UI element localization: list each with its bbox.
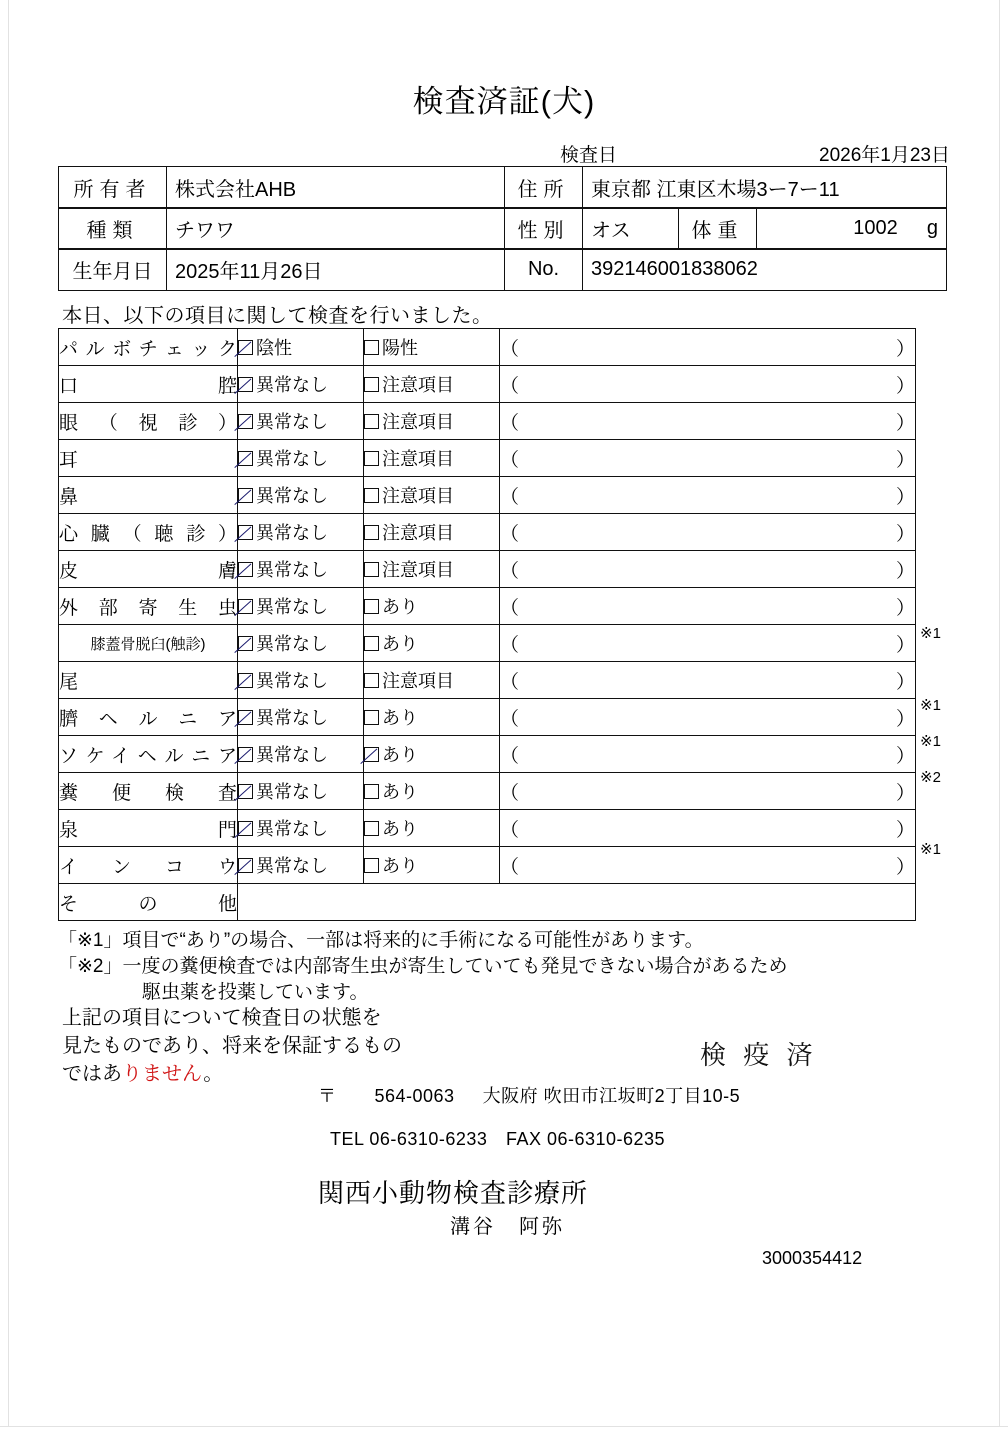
checklist-remark: ※2 (920, 769, 941, 786)
checklist-note-field[interactable] (500, 514, 916, 551)
checkbox-icon[interactable] (364, 710, 379, 725)
checklist-item-label: 臍ヘルニア (59, 699, 238, 736)
checkbox-icon[interactable] (238, 673, 253, 688)
open-paren: （ (500, 412, 520, 434)
close-paren: ） (895, 412, 915, 434)
checklist-item-label: ソケイヘルニア (59, 736, 238, 773)
checklist-option-1-label: 異常なし (256, 560, 328, 580)
footnote-2: 「※2」一度の糞便検査では内部寄生虫が寄生していても発見できない場合があるため (58, 956, 788, 977)
scan-edge-left (0, 0, 9, 1433)
checklist-option-2-label: あり (382, 745, 418, 765)
exam-date-row (560, 140, 950, 167)
checklist-item-label: 眼（視診） (59, 403, 238, 440)
checklist-option-1-label: 異常なし (256, 819, 328, 839)
checklist-option-2[interactable] (364, 810, 500, 847)
checkbox-icon[interactable] (238, 488, 253, 503)
weight-cell (757, 208, 947, 250)
checklist-option-2[interactable] (364, 699, 500, 736)
footnotes (58, 928, 958, 1006)
checkbox-icon[interactable] (238, 784, 253, 799)
open-paren: （ (500, 782, 520, 804)
checklist-option-2-label: 注意項目 (382, 449, 454, 469)
clinic-name: 関西小動物検査診療所 (318, 1178, 589, 1208)
open-paren: （ (500, 597, 520, 619)
weight-unit: g (926, 217, 938, 239)
checklist-option-1[interactable] (238, 477, 364, 514)
checklist-remark: ※1 (920, 733, 941, 750)
checkbox-icon[interactable] (364, 821, 379, 836)
intro-text: 本日、以下の項目に関して検査を行いました。 (62, 305, 493, 327)
checklist-option-1[interactable] (238, 403, 364, 440)
checklist-option-1[interactable] (238, 662, 364, 699)
checklist-option-2-label: あり (382, 856, 418, 876)
checklist-item-label: 尾 (59, 662, 238, 699)
doctor-name: 溝谷 阿弥 (450, 1216, 565, 1238)
close-paren: ） (895, 523, 915, 545)
checklist-row (59, 366, 916, 403)
checklist-remark (920, 364, 1000, 400)
checklist-item-label: 鼻 (59, 477, 238, 514)
checklist-row (59, 477, 916, 514)
page-title: 検査済証(犬) (412, 84, 596, 119)
address-value: 東京都 江東区木場3ー7ー11 (583, 167, 947, 209)
checklist-option-1-label: 異常なし (256, 634, 328, 654)
address-text: 大阪府 吹田市江坂町2丁目10-5 (482, 1086, 741, 1106)
table-row (59, 249, 947, 291)
checklist-row (59, 514, 916, 551)
statement-line-3-emphasis: りません (122, 1063, 204, 1085)
weight-value: 1002 (853, 217, 898, 239)
close-paren: ） (895, 782, 915, 804)
breed-value: チワワ (167, 208, 505, 250)
checkbox-icon[interactable] (238, 525, 253, 540)
checklist-option-1-label: 異常なし (256, 597, 328, 617)
checklist-option-2[interactable] (364, 847, 500, 884)
checklist-item-label: 糞便検査 (59, 773, 238, 810)
checklist-option-2-label: あり (382, 782, 418, 802)
checklist-option-1[interactable] (238, 329, 364, 366)
registration-no-value: 392146001838062 (583, 249, 947, 291)
scan-edge-bottom (0, 1426, 1008, 1433)
checklist-option-1-label: 異常なし (256, 745, 328, 765)
checkbox-icon[interactable] (238, 636, 253, 651)
checklist-option-1[interactable] (238, 773, 364, 810)
checkbox-icon[interactable] (364, 525, 379, 540)
checklist-option-2-label: 注意項目 (382, 486, 454, 506)
checklist-option-1[interactable] (238, 699, 364, 736)
close-paren: ） (895, 671, 915, 693)
scan-edge-right (999, 0, 1008, 1433)
checklist-remarks-column (920, 328, 1000, 904)
checkbox-icon[interactable] (238, 599, 253, 614)
open-paren: （ (500, 745, 520, 767)
close-paren: ） (895, 856, 915, 878)
checklist-option-1[interactable] (238, 514, 364, 551)
checklist-note-field[interactable] (500, 662, 916, 699)
checklist-item-label: 耳 (59, 440, 238, 477)
checklist-note-field[interactable] (500, 403, 916, 440)
checklist-row (59, 884, 916, 921)
checklist-option-2[interactable] (364, 736, 500, 773)
open-paren: （ (500, 708, 520, 730)
checklist-remark: ※1 (920, 697, 941, 714)
close-paren: ） (895, 560, 915, 582)
checkbox-icon[interactable] (238, 747, 253, 762)
checklist-option-2[interactable] (364, 440, 500, 477)
breed-info-table (58, 207, 947, 250)
checklist-remark (920, 868, 1000, 904)
checklist-option-1-label: 異常なし (256, 782, 328, 802)
open-paren: （ (500, 819, 520, 841)
checklist-note-field[interactable] (500, 588, 916, 625)
checklist-note-field[interactable] (500, 847, 916, 884)
checkbox-icon[interactable] (238, 858, 253, 873)
checklist-option-1-label: 陰性 (256, 338, 292, 358)
checklist-option-2-label: 陽性 (382, 338, 418, 358)
checklist-row (59, 736, 916, 773)
checklist-row (59, 551, 916, 588)
checklist-row (59, 847, 916, 884)
open-paren: （ (500, 375, 520, 397)
statement-line-1: 上記の項目について検査日の状態を (62, 1007, 382, 1029)
checklist-option-2[interactable] (364, 551, 500, 588)
checkbox-icon[interactable] (364, 488, 379, 503)
checklist-row (59, 588, 916, 625)
checklist-remark (920, 796, 1000, 832)
checklist-note-field[interactable] (500, 699, 916, 736)
postal-code: 564-0063 (374, 1086, 455, 1106)
checklist-option-1[interactable] (238, 625, 364, 662)
exam-date-label: 検査日 (560, 145, 618, 166)
checklist-note-field[interactable] (500, 773, 916, 810)
checklist-option-1-label: 異常なし (256, 671, 328, 691)
checklist-row (59, 699, 916, 736)
checklist-row (59, 810, 916, 847)
open-paren: （ (500, 523, 520, 545)
checklist-option-2-label: 注意項目 (382, 375, 454, 395)
checklist-option-2-label: 注意項目 (382, 560, 454, 580)
checklist-option-1-label: 異常なし (256, 375, 328, 395)
checkbox-icon[interactable] (364, 673, 379, 688)
checklist-option-2[interactable] (364, 403, 500, 440)
checklist-note-field[interactable] (500, 477, 916, 514)
checkbox-icon[interactable] (364, 636, 379, 651)
checklist-note-field[interactable] (500, 736, 916, 773)
checklist-item-label: 口腔 (59, 366, 238, 403)
statement-block (62, 1004, 402, 1088)
checkbox-icon[interactable] (364, 340, 379, 355)
checklist-option-1[interactable] (238, 551, 364, 588)
breed-label: 種類 (59, 208, 167, 250)
checklist-option-1[interactable] (238, 736, 364, 773)
checkbox-icon[interactable] (238, 562, 253, 577)
checklist-option-2[interactable] (364, 662, 500, 699)
checklist-option-2[interactable] (364, 514, 500, 551)
open-paren: （ (500, 486, 520, 508)
checklist-option-2-label: あり (382, 708, 418, 728)
checkbox-icon[interactable] (364, 414, 379, 429)
open-paren: （ (500, 634, 520, 656)
checklist-note-field[interactable] (500, 551, 916, 588)
checkbox-icon[interactable] (364, 599, 379, 614)
checklist-remark (920, 328, 1000, 364)
close-paren: ） (895, 375, 915, 397)
checkbox-icon[interactable] (238, 340, 253, 355)
checklist-option-1[interactable] (238, 366, 364, 403)
checklist-row (59, 662, 916, 699)
table-row (59, 208, 947, 250)
checklist-note-field[interactable] (500, 810, 916, 847)
checklist-option-2[interactable] (364, 329, 500, 366)
close-paren: ） (895, 338, 915, 360)
registration-no-label: No. (505, 249, 583, 291)
open-paren: （ (500, 338, 520, 360)
checklist-remark (920, 472, 1000, 508)
checklist-option-2[interactable] (364, 366, 500, 403)
clinic-address (318, 1082, 740, 1108)
owner-label: 所有者 (59, 167, 167, 209)
checklist-option-2-label: 注意項目 (382, 523, 454, 543)
close-paren: ） (895, 819, 915, 841)
checklist-note-field[interactable] (500, 329, 916, 366)
checklist-row (59, 440, 916, 477)
checklist-option-1[interactable] (238, 847, 364, 884)
checklist-option-1-label: 異常なし (256, 412, 328, 432)
open-paren: （ (500, 560, 520, 582)
checklist-remark (920, 436, 1000, 472)
statement-line-3-tail: 。 (203, 1063, 224, 1085)
open-paren: （ (500, 856, 520, 878)
checklist-item-label: 心臓（聴診） (59, 514, 238, 551)
examination-checklist (58, 328, 916, 921)
clinic-telephone: TEL 06-6310-6233 FAX 06-6310-6235 (330, 1129, 666, 1149)
checkbox-icon[interactable] (364, 858, 379, 873)
sex-value: オス (583, 208, 679, 250)
checklist-remark: ※1 (920, 625, 941, 642)
checklist-option-2-label: あり (382, 819, 418, 839)
checkbox-icon[interactable] (238, 821, 253, 836)
checklist-option-1[interactable] (238, 440, 364, 477)
checkbox-icon[interactable] (238, 377, 253, 392)
checklist-other-freetext[interactable] (238, 884, 916, 921)
close-paren: ） (895, 597, 915, 619)
close-paren: ） (895, 449, 915, 471)
checklist-option-2[interactable] (364, 588, 500, 625)
checklist-option-2-label: あり (382, 634, 418, 654)
checklist-remark (920, 652, 1000, 688)
checkbox-icon[interactable] (364, 451, 379, 466)
open-paren: （ (500, 449, 520, 471)
open-paren: （ (500, 671, 520, 693)
checklist-option-1[interactable] (238, 588, 364, 625)
birthdate-label: 生年月日 (59, 249, 167, 291)
checklist-note-field[interactable] (500, 366, 916, 403)
close-paren: ） (895, 486, 915, 508)
statement-line-2: 見たものであり、将来を保証するもの (62, 1035, 402, 1057)
checklist-item-label: パルボチェック (59, 329, 238, 366)
checkbox-icon[interactable] (364, 562, 379, 577)
close-paren: ） (895, 708, 915, 730)
checklist-row (59, 773, 916, 810)
close-paren: ） (895, 745, 915, 767)
birth-info-table (58, 248, 947, 291)
checklist-option-2-label: 注意項目 (382, 412, 454, 432)
checklist-option-1-label: 異常なし (256, 449, 328, 469)
checklist-item-label: 泉門 (59, 810, 238, 847)
checklist-option-2[interactable] (364, 625, 500, 662)
checklist-remark (920, 544, 1000, 580)
checklist-note-field[interactable] (500, 440, 916, 477)
checklist-option-1-label: 異常なし (256, 708, 328, 728)
checklist-row (59, 403, 916, 440)
address-label: 住所 (505, 167, 583, 209)
serial-number: 3000354412 (762, 1248, 863, 1268)
checklist-item-label: 外部寄生虫 (59, 588, 238, 625)
close-paren: ） (895, 634, 915, 656)
table-row (59, 167, 947, 209)
checkbox-icon[interactable] (364, 377, 379, 392)
checklist-note-field[interactable] (500, 625, 916, 662)
checklist-row (59, 625, 916, 662)
checklist-item-label: その他 (59, 884, 238, 921)
checkbox-icon[interactable] (238, 414, 253, 429)
owner-value: 株式会社AHB (167, 167, 505, 209)
checklist-remark (920, 400, 1000, 436)
checklist-item-label: 皮膚 (59, 551, 238, 588)
checklist-item-label: インコウ (59, 847, 238, 884)
footnote-3: 駆虫薬を投薬しています。 (142, 982, 369, 1003)
checklist-option-1[interactable] (238, 810, 364, 847)
checklist-option-2[interactable] (364, 773, 500, 810)
weight-label: 体重 (679, 208, 757, 250)
checkbox-icon[interactable] (364, 784, 379, 799)
checklist-option-1-label: 異常なし (256, 486, 328, 506)
checklist-option-2-label: あり (382, 597, 418, 617)
birthdate-value: 2025年11月26日 (167, 249, 505, 291)
checkbox-icon[interactable] (238, 451, 253, 466)
postal-mark-icon: 〒 (318, 1086, 337, 1106)
statement-line-3-lead: ではあ (62, 1063, 122, 1085)
checklist-remark (920, 508, 1000, 544)
sex-label: 性別 (505, 208, 583, 250)
quarantine-stamp: 検 疫 済 (700, 1040, 818, 1070)
checklist-remark: ※1 (920, 841, 941, 858)
checklist-item-label: 膝蓋骨脱臼(触診) (59, 625, 238, 662)
checkbox-icon[interactable] (238, 710, 253, 725)
checklist-option-1-label: 異常なし (256, 523, 328, 543)
checkbox-icon[interactable] (364, 747, 379, 762)
owner-info-table (58, 166, 947, 209)
checklist-remark (920, 580, 1000, 616)
checklist-row (59, 329, 916, 366)
checklist-option-2-label: 注意項目 (382, 671, 454, 691)
exam-date-value: 2026年1月23日 (819, 145, 950, 166)
checklist-option-2[interactable] (364, 477, 500, 514)
footnote-1: 「※1」項目で“あり”の場合、一部は将来的に手術になる可能性があります。 (58, 930, 704, 951)
checklist-option-1-label: 異常なし (256, 856, 328, 876)
